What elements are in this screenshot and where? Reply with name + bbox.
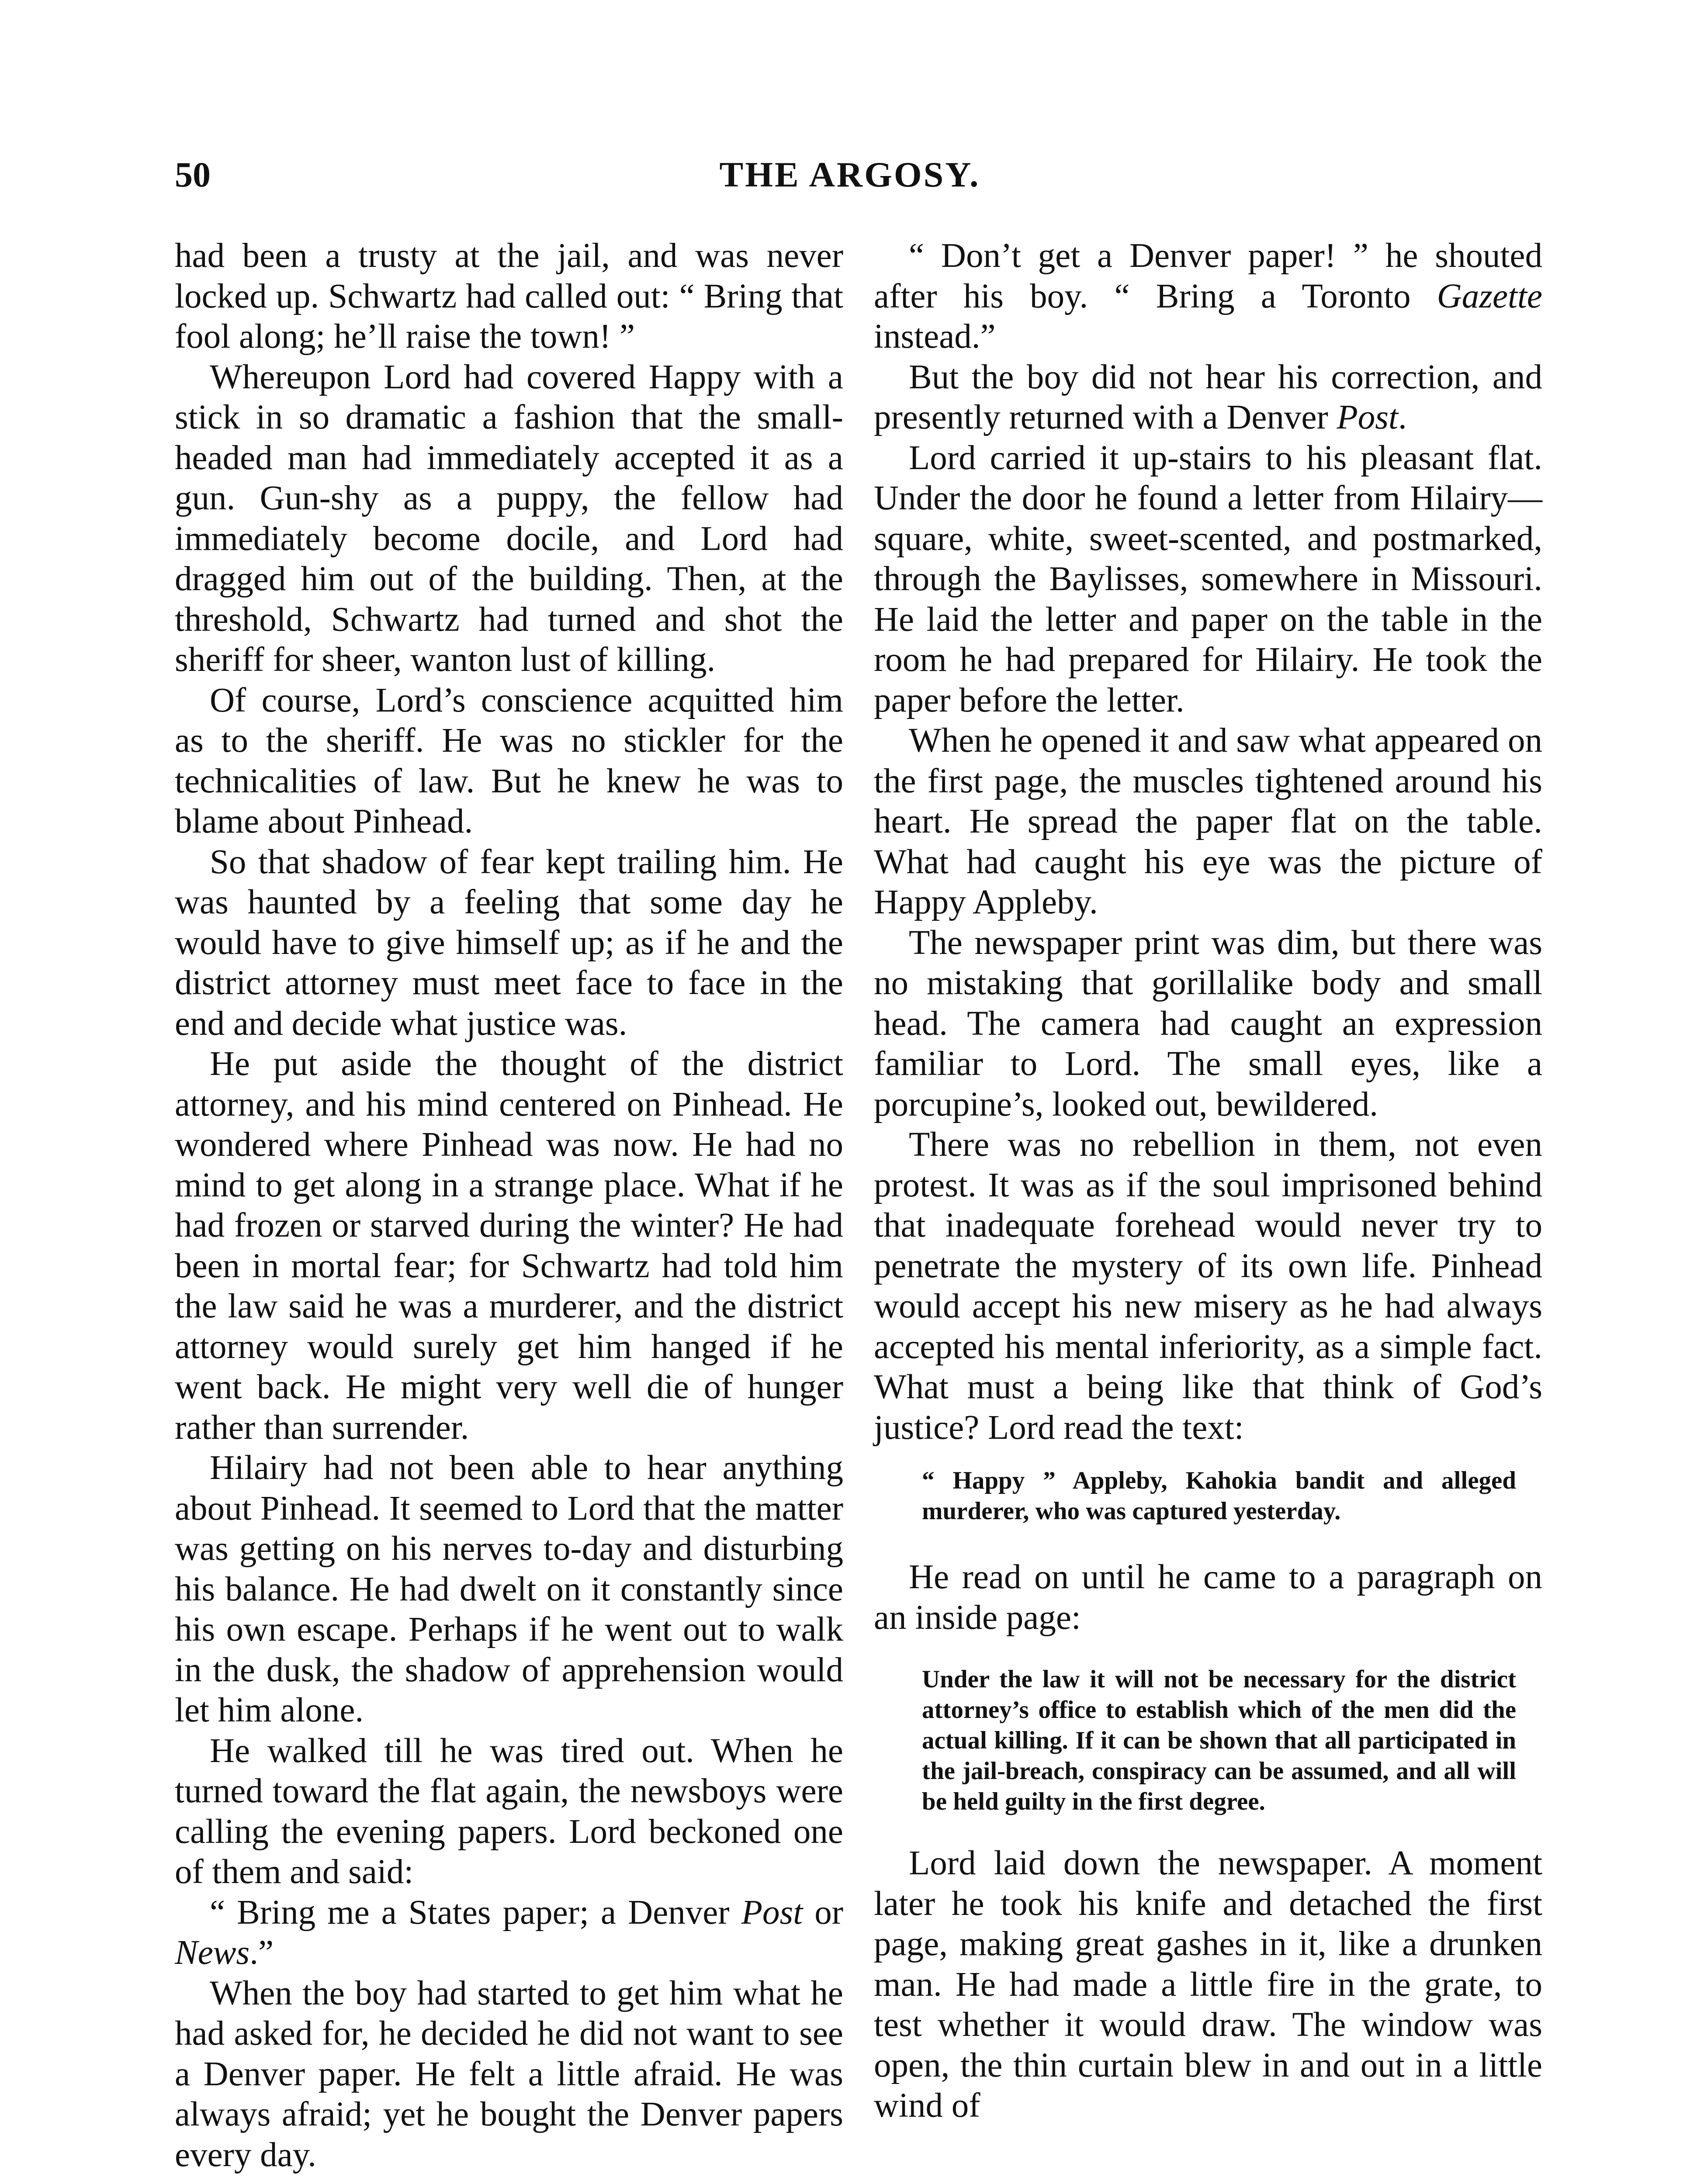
paragraph: There was no rebellion in them, not even protest. It was as if the soul imprisoned behind that inadequate forehead would never try to penetrate the mystery of its own life. Pinhead would accept his new misery as he had always accepted his mental inferiority, as a simple fact. What must a being like that think of God’s justice? Lord read the text: [874, 1126, 1542, 1447]
paragraph: Of course, Lord’s conscience acquitted him as to the sheriff. He was no stickler for the technicalities of law. But he knew he was to blame about Pinhead. [175, 681, 843, 840]
newspaper-name-news: News [175, 1934, 250, 1972]
dialogue-text: “ Bring me a States paper; a Denver [210, 1893, 741, 1932]
paragraph: So that shadow of fear kept trailing him. He was haunted by a feeling that some day he would have to give himself up; as if he and the district attorney must meet face to face in the end and decide what justice was. [175, 843, 843, 1043]
newspaper-name-post: Post [1337, 398, 1398, 436]
dialogue-text: “ Don’t get a Denver paper! ” he shouted after his boy. “ Bring a Toronto [874, 237, 1542, 315]
paragraph: He walked till he was tired out. When he turned toward the flat again, the newsboys were calling the evening papers. Lord beckoned one of them and said: [175, 1731, 843, 1891]
paragraph: Whereupon Lord had covered Happy with a stick in so dramatic a fashion that the small-headed man had immediately accepted it as a gun. Gun-shy as a puppy, the fellow had immediately become docile, and Lord had dragged him out of the building. Then, at the threshold, Schwartz had turned and shot the sheriff for sheer, wanton lust of killing. [175, 358, 843, 679]
paragraph: Hilairy had not been able to hear anything about Pinhead. It seemed to Lord that the matter was getting on his nerves to-day and disturbing his balance. He had dwelt on it constantly since his own escape. Perhaps if he went out to walk in the dusk, the shadow of apprehension would let him alone. [175, 1449, 843, 1729]
dialogue-text-or: or [803, 1893, 844, 1932]
paragraph: He read on until he came to a paragraph on an inside page: [874, 1558, 1542, 1637]
newspaper-name-gazette: Gazette [1437, 277, 1542, 315]
paragraph [874, 357, 1542, 438]
photo-caption: “ Happy ” Appleby, Kahokia bandit and alleged murderer, who was captured yesterday. [922, 1467, 1516, 1525]
paragraph: Lord laid down the newspaper. A moment later he took his knife and detached the first page, making great gashes in it, like a drunken man. He had made a little fire in the grate, to test whether it would draw. The window was open, the thin curtain blew in and out in a little wind of [874, 1844, 1542, 2125]
paragraph-text: But the boy did not hear his correction, and presently returned with a Denver [874, 358, 1542, 436]
dialogue-text-close: .” [249, 1934, 274, 1972]
paragraph-dialogue [175, 1893, 843, 1973]
page-header [175, 153, 1525, 197]
dialogue-text-end: instead.” [874, 318, 996, 356]
paragraph: The newspaper print was dim, but there was no mistaking that gorillalike body and small head. The camera had caught an expression familiar to Lord. The small eyes, like a porcupine’s, looked out, bewildered. [874, 923, 1542, 1123]
running-title: THE ARGOSY. [719, 155, 980, 194]
paragraph-dialogue [874, 236, 1542, 357]
paragraph: had been a trusty at the jail, and was never locked up. Schwartz had called out: “ Bring that fool along; he’ll raise the town! ” [175, 237, 843, 356]
paragraph: When he opened it and saw what appeared on the first page, the muscles tightened around his heart. He spread the paper flat on the table. What had caught his eye was the picture of Happy Appleby. [874, 722, 1542, 921]
paragraph: When the boy had started to get him what he had asked for, he decided he did not want to see a Denver paper. He felt a little afraid. He was always afraid; yet he bought the Denver papers every day. [175, 1974, 843, 2174]
newspaper-excerpt: Under the law it will not be necessary for the district attorney’s office to establish which of the men did the actual killing. If it can be shown that all participated in the jail-breach, conspiracy can be assumed, and all will be held guilty in the first degree. [922, 1666, 1516, 1815]
right-column [874, 236, 1542, 2126]
paragraph-text-end: . [1398, 398, 1407, 436]
newspaper-name-post: Post [741, 1893, 803, 1932]
paragraph: He put aside the thought of the district attorney, and his mind centered on Pinhead. He wondered where Pinhead was now. He had no mind to get along in a strange place. What if he had frozen or starved during the winter? He had been in mortal fear; for Schwartz had told him the law said he was a murderer, and the district attorney would surely get him hanged if he went back. He might very well die of hunger rather than surrender. [175, 1045, 843, 1447]
left-column [175, 236, 843, 2175]
paragraph: Lord carried it up-stairs to his pleasant flat. Under the door he found a letter from Hilairy—square, white, sweet-scented, and postmarked, through the Baylisses, somewhere in Missouri. He laid the letter and paper on the table in the room he had prepared for Hilairy. He took the paper before the letter. [874, 439, 1542, 719]
page-number: 50 [175, 155, 211, 194]
